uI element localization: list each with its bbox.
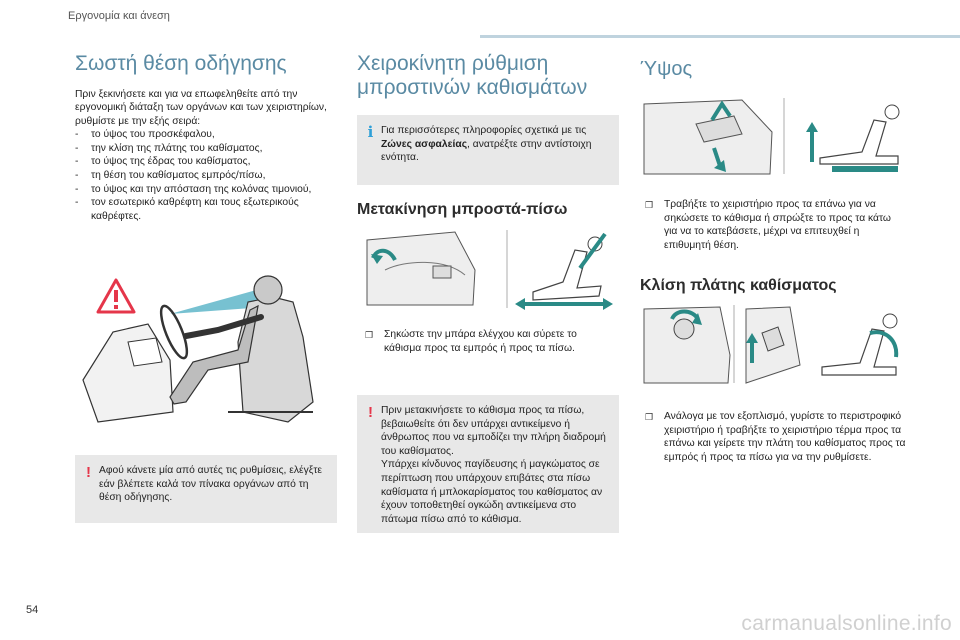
info-icon: i <box>367 123 374 142</box>
list-item: - το ύψος της έδρας του καθίσματος, <box>75 155 337 169</box>
list-item: - τον εσωτερικό καθρέφτη και τους εξωτερικούς καθρέφτες. <box>75 196 337 223</box>
info-text: Για περισσότερες πληροφορίες σχετικά με τις <box>381 125 587 137</box>
header-rule <box>480 35 960 38</box>
backrest-illustration <box>642 305 906 385</box>
driving-position-title: Σωστή θέση οδήγησης <box>75 52 287 75</box>
warning-text: Πριν μετακινήσετε το κάθισμα προς τα πίσω, βεβαιωθείτε ότι δεν υπάρχει αντικείμενο ή άνθρωπος που να εμποδίζει την πλήρη διαδρομή του καθίσματος. Υπάρχει κίνδυνος παγίδευσης ή μαγκώματος σε περίπτωση που υπάρχουν επιβάτες στα πίσω καθίσματα ή μπλοκαρίσματος του καθίσματος αν έχουν τοποθετηθεί ογκώδη αντικείμενα στο πάτωμα πίσω από το κάθισμα. <box>381 405 606 525</box>
list-item: - το ύψος και την απόσταση της κολόνας τιμονιού, <box>75 183 337 197</box>
rotary-knob-icon <box>674 319 694 339</box>
column-manual-seat-adjustment <box>357 52 619 219</box>
list-item: - την κλίση της πλάτης του καθίσματος, <box>75 142 337 156</box>
manual-adjustment-title: Χειροκίνητη ρύθμιση μπροστινών καθισμάτων <box>357 52 588 99</box>
warning-icon: ! <box>86 464 91 481</box>
step-marker-icon: ❒ <box>645 412 654 422</box>
step-marker-icon: ❒ <box>365 330 374 340</box>
column-driving-position <box>75 52 337 223</box>
seat-side <box>533 250 601 300</box>
fore-aft-step <box>365 328 615 355</box>
seat-base <box>367 232 475 305</box>
fore-aft-illustration <box>365 230 613 310</box>
info-link-seat-belts: Ζώνες ασφαλείας <box>381 138 468 150</box>
driver-position-illustration <box>78 262 336 442</box>
watermark: carmanualsonline.info <box>741 612 952 635</box>
backrest-step <box>645 410 907 464</box>
seat-cushion <box>832 166 898 172</box>
list-item: - το ύψος του προσκέφαλου, <box>75 128 337 142</box>
driving-position-intro: Πριν ξεκινήσετε και για να επωφεληθείτε από την εργονομική διάταξη των οργάνων και των χειριστηρίων, ρυθμίστε με την εξής σειρά: <box>75 88 327 127</box>
height-illustration <box>642 98 906 176</box>
info-note-seat-belts <box>357 115 619 185</box>
height-step-text: Τραβήξτε το χειριστήριο προς τα επάνω για να σηκώσετε το κάθισμα ή σπρώξτε το προς τα κάτω για να το κατεβάσετε, μέχρι να επιτευχθεί η επιθυμητή θέση. <box>664 199 891 251</box>
dashboard <box>83 324 173 422</box>
height-step <box>645 198 907 252</box>
warning-icon: ! <box>368 404 373 421</box>
height-title: Ύψος <box>640 58 693 80</box>
driver-head <box>254 276 282 304</box>
seat-base <box>644 307 730 383</box>
adjustment-order-list <box>75 128 337 223</box>
step-marker-icon: ❒ <box>645 200 654 210</box>
backrest-step-text: Ανάλογα με τον εξοπλισμό, γυρίστε το περιστροφικό χειριστήριο ή τραβήξτε το χειριστήριο τέρμα προς τα επάνω και γείρετε την πλάτη του καθίσματος προς τα εμπρός ή προς τα πίσω για να την ρυθμίσετε. <box>664 411 906 463</box>
section-header: Εργονομία και άνεση <box>68 10 170 22</box>
warning-note-seat-movement <box>357 395 619 533</box>
seat-side <box>820 120 898 164</box>
fore-aft-subtitle: Μετακίνηση μπροστά-πίσω <box>357 201 568 219</box>
info-text-end: , ανατρέξτε στην αντίστοιχη ενότητα. <box>381 138 592 164</box>
warning-text: Αφού κάνετε μία από αυτές τις ρυθμίσεις, ελέγξτε εάν βλέπετε καλά τον πίνακα οργάνων από τη θέση οδήγησης. <box>99 465 323 504</box>
backrest-subtitle: Κλίση πλάτης καθίσματος <box>640 277 837 294</box>
column-height-backrest <box>640 58 908 80</box>
page-number: 54 <box>26 604 39 616</box>
fore-aft-step-text: Σηκώστε την μπάρα ελέγχου και σύρετε το κάθισμα προς τα εμπρός ή προς τα πίσω. <box>384 329 577 354</box>
list-item: - τη θέση του καθίσματος εμπρός/πίσω, <box>75 169 337 183</box>
warning-note-check-dashboard <box>75 455 337 523</box>
